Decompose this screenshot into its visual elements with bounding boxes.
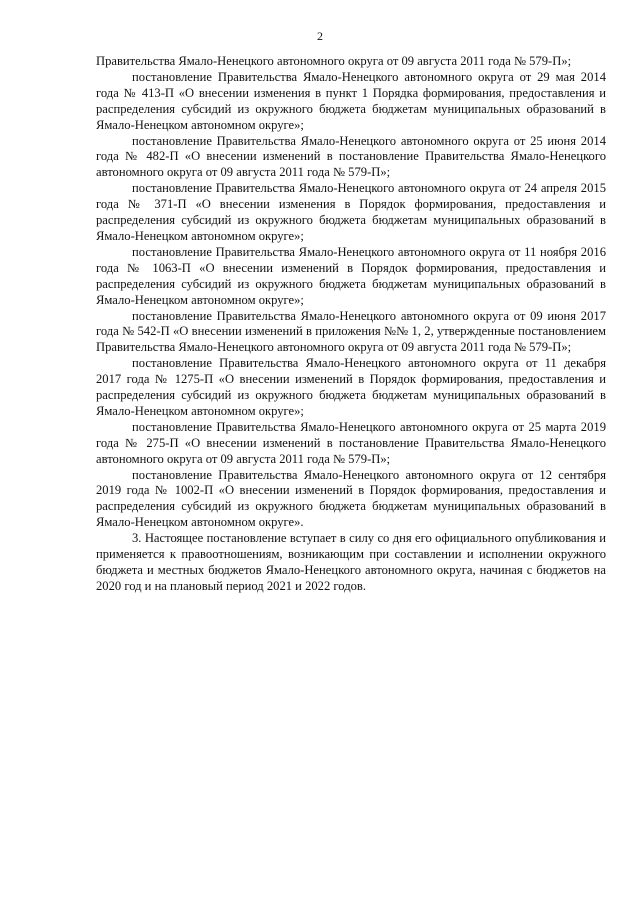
paragraph-clause-3: 3. Настоящее постановление вступает в силу со дня его официального опубликования и применяется к правоотношениям, возникающим при составлении и исполнении окружного бюджета и местных бюджетов Ямало-Ненецкого автономного округа, начиная с бюджетов на 2020 год и на плановый период 2021 и 2022 годов. (96, 531, 606, 593)
paragraph-resolution-1002: постановление Правительства Ямало-Ненецкого автономного округа от 12 сентября 2019 года № 1002-П «О внесении изменений в Порядок формирования, предоставления и распределения субсидий из окружного бюджета бюджетам муниципальных образований в Ямало-Ненецком автономном округе». (96, 467, 606, 530)
page-number: 2 (317, 29, 323, 43)
paragraph-continuation: Правительства Ямало-Ненецкого автономного округа от 09 августа 2011 года № 579-П»; (96, 54, 572, 68)
paragraph-resolution-413: постановление Правительства Ямало-Ненецкого автономного округа от 29 мая 2014 года № 413-П «О внесении изменения в пункт 1 Порядка формирования, предоставления и распределения субсидий из окружного бюджета бюджетам муниципальных образований в Ямало-Ненецком автономном округе»; (96, 69, 606, 132)
paragraph-resolution-482: постановление Правительства Ямало-Ненецкого автономного округа от 25 июня 2014 года № 482-П «О внесении изменений в постановление Правительства Ямало-Ненецкого автономного округа от 09 августа 2011 года № 579-П»; (96, 133, 606, 180)
paragraph-resolution-371: постановление Правительства Ямало-Ненецкого автономного округа от 24 апреля 2015 года № 371-П «О внесении изменения в Порядок формирования, предоставления и распределения субсидий из окружного бюджета бюджетам муниципальных образований в Ямало-Ненецком автономном округе»; (96, 181, 606, 243)
document-body (96, 54, 606, 595)
paragraph-resolution-1063: постановление Правительства Ямало-Ненецкого автономного округа от 11 ноября 2016 года № 1063-П «О внесении изменений в Порядок формирования, предоставления и распределения субсидий из окружного бюджета бюджетам муниципальных образований в Ямало-Ненецком автономном округе»; (96, 244, 606, 307)
paragraph-resolution-275: постановление Правительства Ямало-Ненецкого автономного округа от 25 марта 2019 года № 275-П «О внесении изменений в постановление Правительства Ямало-Ненецкого автономного округа от 09 августа 2011 года № 579-П»; (96, 419, 606, 466)
paragraph-resolution-1275: постановление Правительства Ямало-Ненецкого автономного округа от 11 декабря 2017 года № 1275-П «О внесении изменений в Порядок формирования, предоставления и распределения субсидий из окружного бюджета бюджетам муниципальных образований в Ямало-Ненецком автономном округе»; (96, 356, 606, 418)
paragraph-resolution-542: постановление Правительства Ямало-Ненецкого автономного округа от 09 июня 2017 года № 542-П «О внесении изменений в приложения №№ 1, 2, утвержденные постановлением Правительства Ямало-Ненецкого автономного округа от 09 августа 2011 года № 579-П»; (96, 308, 606, 355)
